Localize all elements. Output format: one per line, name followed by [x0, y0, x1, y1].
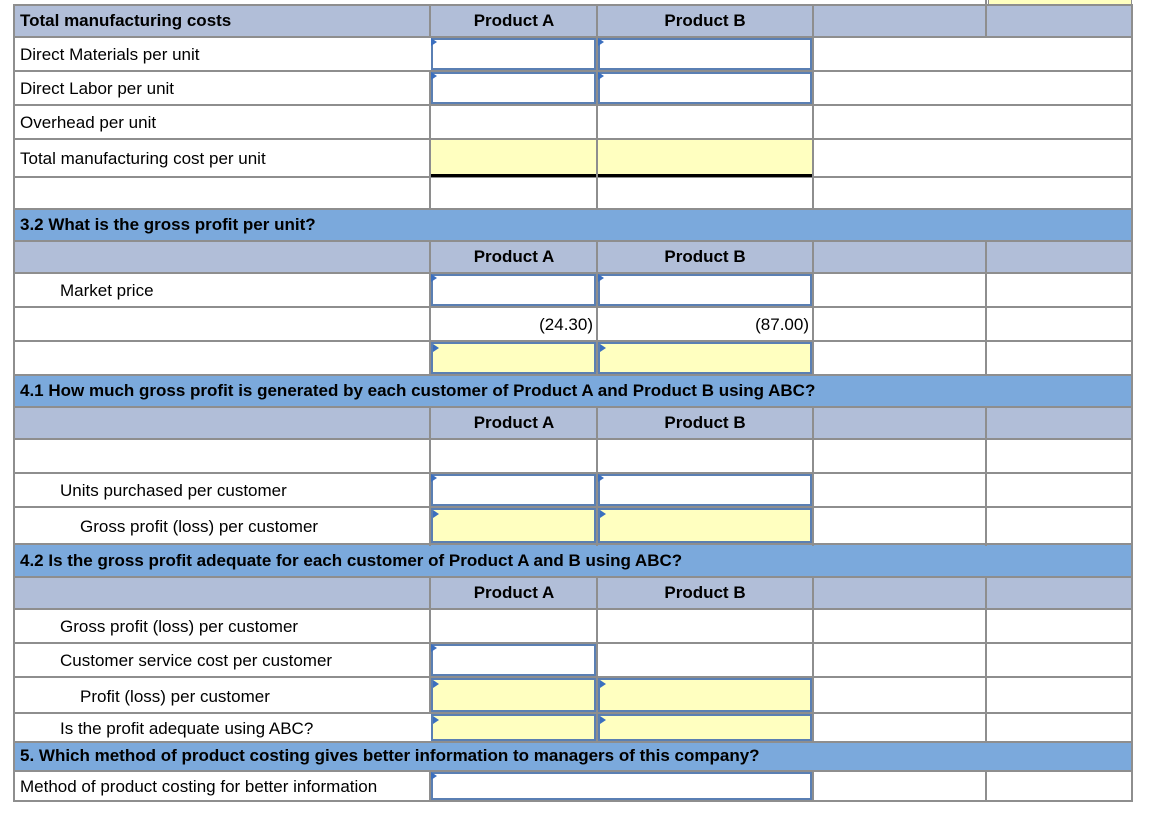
grid-line [13, 104, 1133, 106]
grid-line [13, 608, 1133, 610]
grid-col-line [812, 4, 814, 210]
direct-materials-a-input[interactable] [431, 38, 596, 70]
gross-profit-customer-b-answer[interactable] [598, 508, 812, 543]
grid-line [13, 406, 1133, 408]
profit-adequate-label: Is the profit adequate using ABC? [60, 719, 314, 738]
grid-col-line [1131, 4, 1133, 802]
grid-line [13, 543, 1133, 545]
q41-col-b-header: Product B [664, 413, 746, 432]
q32-col-b-header: Product B [664, 247, 746, 266]
market-price-label: Market price [60, 281, 154, 300]
gross-profit-customer-label: Gross profit (loss) per customer [80, 517, 319, 536]
grid-line [13, 4, 1133, 6]
q42-gross-profit-label: Gross profit (loss) per customer [60, 617, 299, 636]
total-mfg-cost-b-answer [598, 140, 812, 177]
q41-title: 4.1 How much gross profit is generated by each customer of Product A and Product B using ABC? [20, 381, 816, 400]
gross-profit-customer-a-answer[interactable] [431, 508, 596, 543]
grid-col-line [985, 406, 987, 546]
units-purchased-a-input[interactable] [431, 474, 596, 506]
customer-service-cost-a-input[interactable] [431, 644, 596, 676]
customer-service-cost-label: Customer service cost per customer [60, 651, 333, 670]
grid-line [13, 306, 1133, 308]
direct-materials-b-input[interactable] [598, 38, 812, 70]
market-price-b-input[interactable] [598, 274, 812, 306]
gross-profit-unit-a-answer[interactable] [431, 342, 596, 374]
grid-line [13, 741, 1133, 743]
profit-per-customer-label: Profit (loss) per customer [80, 687, 270, 706]
grid-col-line [429, 4, 431, 38]
grid-line [13, 576, 1133, 578]
grid-line [13, 208, 1133, 210]
q42-title: 4.2 Is the gross profit adequate for each customer of Product A and B using ABC? [20, 551, 683, 570]
grid-col-line [812, 770, 814, 802]
profit-per-customer-a-answer[interactable] [431, 678, 596, 712]
tmc-col-b-header: Product B [664, 11, 746, 30]
grid-line [13, 374, 1133, 376]
q5-title: 5. Which method of product costing gives better information to managers of this company? [20, 746, 760, 765]
grid-col-line [596, 4, 598, 210]
units-purchased-b-input[interactable] [598, 474, 812, 506]
q42-col-a-header: Product A [473, 583, 555, 602]
method-select[interactable] [431, 772, 812, 800]
grid-col-line [812, 406, 814, 546]
profit-adequate-b-select[interactable] [598, 714, 812, 741]
grid-col-line [812, 240, 814, 376]
grid-line [13, 240, 1133, 242]
profit-adequate-a-select[interactable] [431, 714, 596, 741]
market-price-a-input[interactable] [431, 274, 596, 306]
cost-b-value: (87.00) [755, 315, 809, 334]
direct-labor-label: Direct Labor per unit [20, 79, 175, 98]
grid-col-line [812, 576, 814, 742]
q41-col-a-header: Product A [473, 413, 555, 432]
gross-profit-unit-b-answer[interactable] [598, 342, 812, 374]
profit-per-customer-b-answer[interactable] [598, 678, 812, 712]
q42-col-b-header: Product B [664, 583, 746, 602]
grid-col-line [13, 4, 15, 802]
tmc-title: Total manufacturing costs [20, 11, 232, 30]
overhead-label: Overhead per unit [20, 113, 157, 132]
cost-a-value: (24.30) [539, 315, 593, 334]
q32-col-a-header: Product A [473, 247, 555, 266]
grid-col-line [985, 240, 987, 376]
grid-col-line [985, 770, 987, 802]
direct-labor-a-input[interactable] [431, 72, 596, 104]
total-mfg-cost-a-answer [431, 140, 596, 177]
direct-labor-b-input[interactable] [598, 72, 812, 104]
units-purchased-label: Units purchased per customer [60, 481, 287, 500]
grid-col-line [985, 0, 987, 38]
spacer-row [13, 177, 1133, 209]
method-label: Method of product costing for better information [20, 777, 378, 796]
grid-line [13, 800, 1133, 802]
q32-title: 3.2 What is the gross profit per unit? [20, 215, 316, 234]
grid-col-line [985, 576, 987, 742]
total-mfg-cost-label: Total manufacturing cost per unit [20, 149, 266, 168]
direct-materials-label: Direct Materials per unit [20, 45, 200, 64]
grid-line [13, 438, 1133, 440]
tmc-col-a-header: Product A [473, 11, 555, 30]
